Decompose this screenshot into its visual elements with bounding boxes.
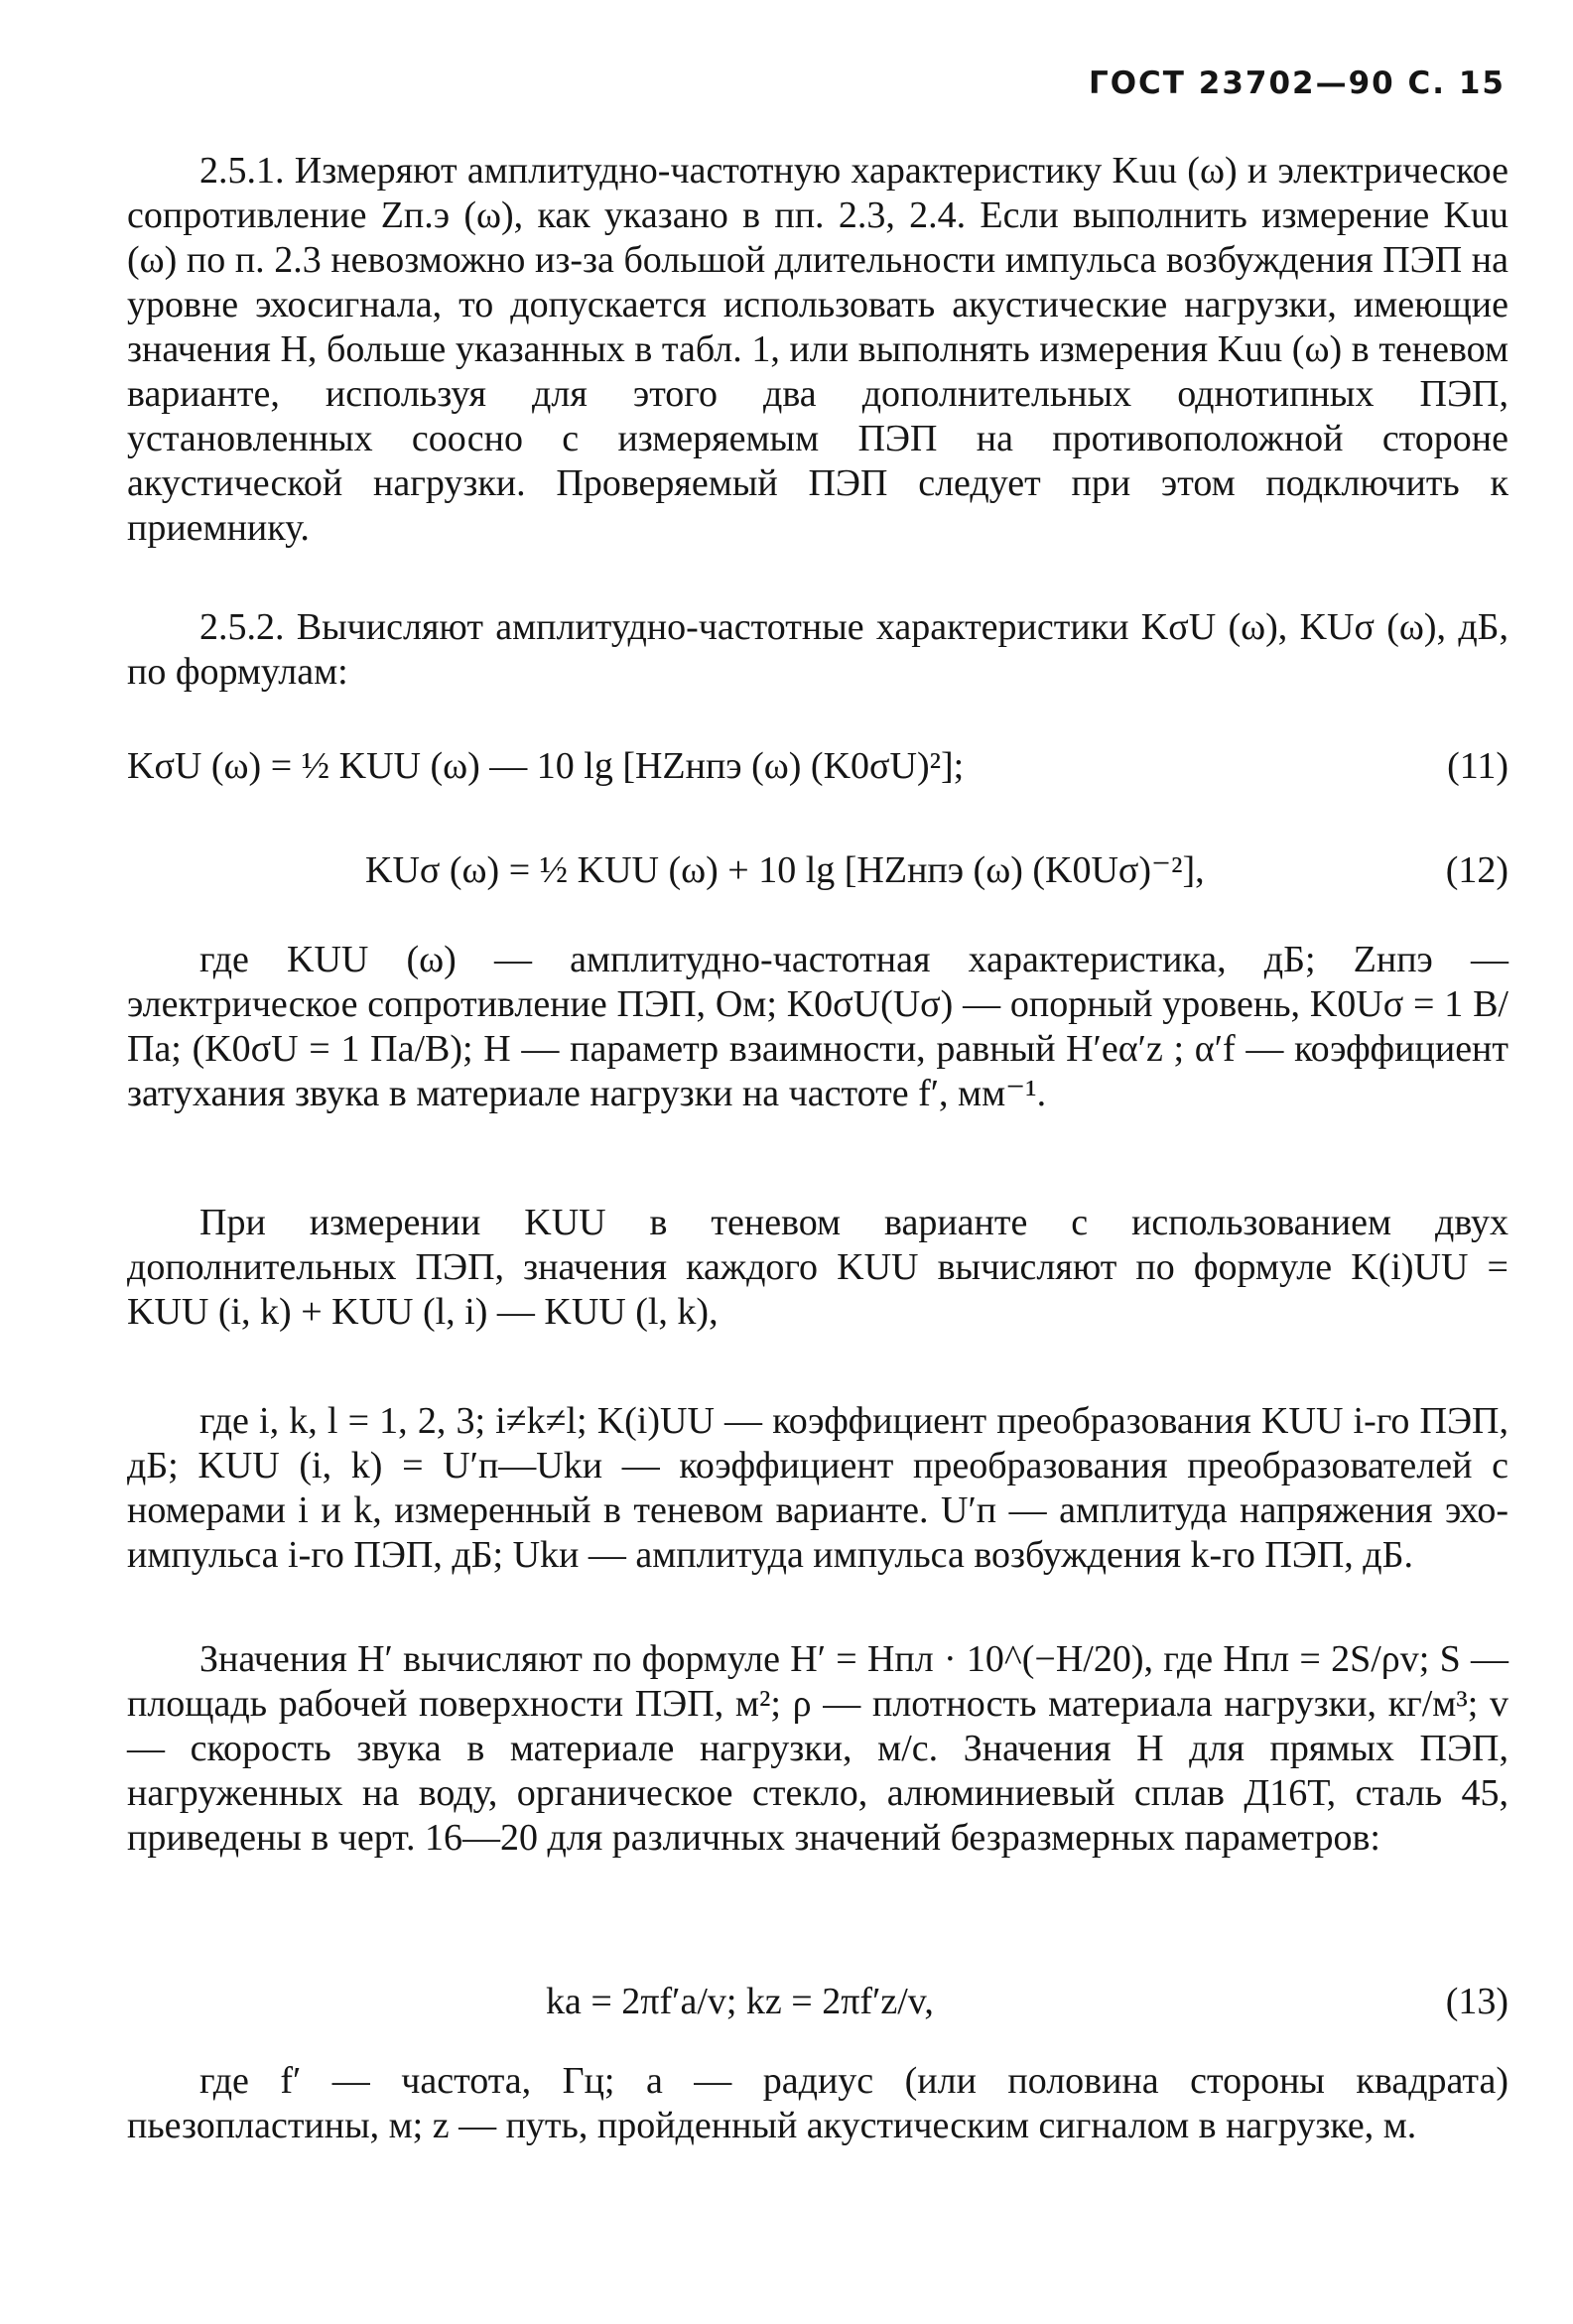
formula-11-number: (11) xyxy=(1447,745,1508,787)
shadow-definitions-paragraph: где i, k, l = 1, 2, 3; i≠k≠l; K(i)UU — коэффициент преобразования KUU i-го ПЭП, дБ; KUU (i, k) = U′п—Ukи — коэффициент преобразования преобразователей с номерами i и k, измеренный в теневом варианте. U′п — амплитуда напряжения эхо-импульса i-го ПЭП, дБ; Ukи — амплитуда импульса возбуждения k-го ПЭП, дБ. xyxy=(127,1400,1508,1576)
paragraph-2-5-1: 2.5.1. Измеряют амплитудно-частотную характеристику Kuu (ω) и электрическое сопротивление Zп.э (ω), как указано в пп. 2.3, 2.4. Если выполнить измерение Kuu (ω) по п. 2.3 невозможно из-за большой длительности импульса возбуждения ПЭП на уровне эхосигнала, то допускается использовать акустические нагрузки, имеющие значения H, больше указанных в табл. 1, или выполнять измерения Kuu (ω) в теневом варианте, используя для этого два дополнительных однотипных ПЭП, установленных соосно с измеряемым ПЭП на противоположной стороне акустической нагрузки. Проверяемый ПЭП следует при этом подключить к приемнику. xyxy=(127,150,1508,549)
formula-12: KUσ (ω) = ½ KUU (ω) + 10 lg [HZнпэ (ω) (K0Uσ)⁻²], xyxy=(365,849,1205,891)
definitions-block xyxy=(127,938,1508,1116)
formula-11: KσU (ω) = ½ KUU (ω) — 10 lg [HZнпэ (ω) (K0σU)²]; xyxy=(127,745,965,787)
section-2-5-2 xyxy=(127,605,1508,695)
shadow-method-paragraph: При измерении KUU в теневом варианте с использованием двух дополнительных ПЭП, значения каждого KUU вычисляют по формуле K(i)UU = KUU (i, k) + KUU (l, i) — KUU (l, k), xyxy=(127,1202,1508,1333)
formula-13-number: (13) xyxy=(1445,1981,1508,2022)
h-prime-block xyxy=(127,1637,1508,1861)
final-definitions-paragraph: где f′ — частота, Гц; a — радиус (или половина стороны квадрата) пьезопластины, м; z — путь, пройденный акустическим сигналом в нагрузке, м. xyxy=(127,2060,1508,2146)
page-header: ГОСТ 23702—90 С. 15 xyxy=(1088,65,1506,101)
paragraph-2-5-2: 2.5.2. Вычисляют амплитудно-частотные характеристики KσU (ω), KUσ (ω), дБ, по формулам: xyxy=(127,606,1508,693)
shadow-method-block xyxy=(127,1201,1508,1335)
final-definitions-block xyxy=(127,2059,1508,2148)
section-2-5-1 xyxy=(127,149,1508,551)
h-prime-paragraph: Значения H′ вычисляют по формуле H′ = Hпл · 10^(−H/20), где Hпл = 2S/ρv; S — площадь рабочей поверхности ПЭП, м²; ρ — плотность материала нагрузки, кг/м³; v — скорость звука в материале нагрузки, м/с. Значения H для прямых ПЭП, нагруженных на воду, органическое стекло, алюминиевый сплав Д16Т, сталь 45, приведены в черт. 16—20 для различных значений безразмерных параметров: xyxy=(127,1638,1508,1859)
formula-12-number: (12) xyxy=(1445,849,1508,891)
formula-13: ka = 2πf′a/v; kz = 2πf′z/v, xyxy=(546,1981,934,2022)
definitions-paragraph: где KUU (ω) — амплитудно-частотная характеристика, дБ; Zнпэ — электрическое сопротивление ПЭП, Ом; K0σU(Uσ) — опорный уровень, K0Uσ = 1 В/Па; (K0σU = 1 Па/В); H — параметр взаимности, равный H′eα′z ; α′f — коэффициент затухания звука в материале нагрузки на частоте f′, мм⁻¹. xyxy=(127,939,1508,1114)
shadow-definitions-block xyxy=(127,1399,1508,1578)
